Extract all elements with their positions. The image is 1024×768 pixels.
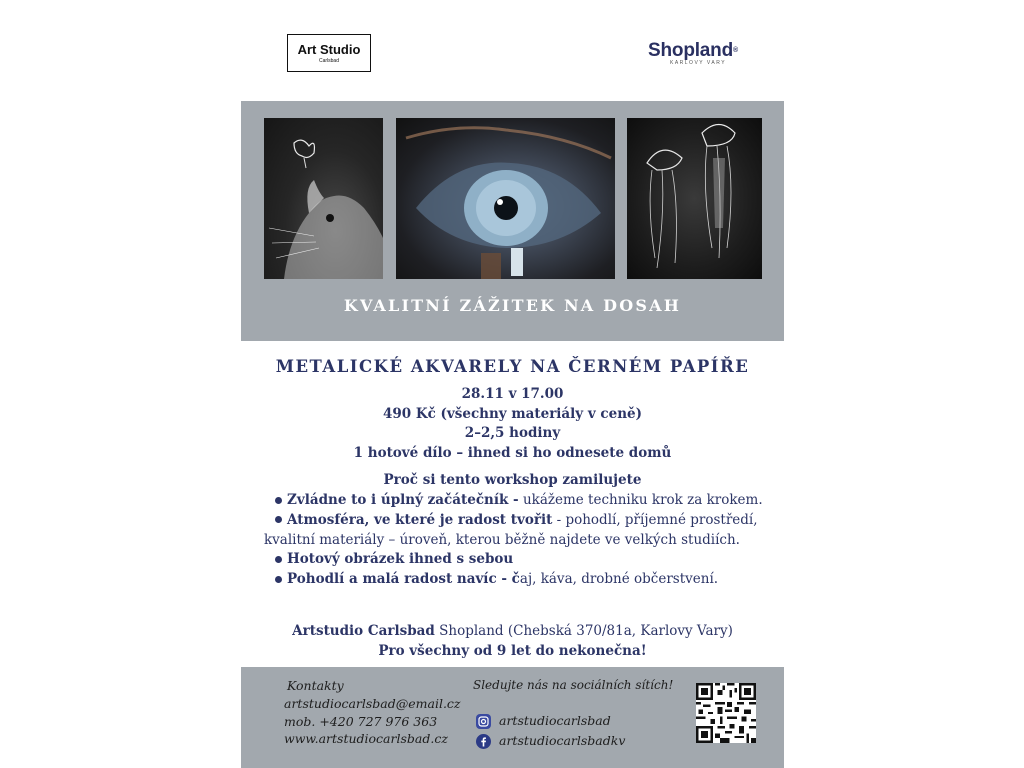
contacts-label: Kontakty [287, 678, 344, 693]
list-item: Zvládne to i úplný začátečník - ukážeme techniku krok za krokem. [264, 491, 784, 511]
event-result: 1 hotové dílo – ihned si ho odnesete domů [353, 444, 672, 461]
venue-address: Shopland (Chebská 370/81a, Karlovy Vary) [434, 623, 733, 639]
art-studio-logo-main: Art Studio [297, 42, 361, 57]
shopland-logo [640, 40, 746, 70]
jellyfish-artwork [627, 118, 762, 279]
list-item: Pohodlí a malá radost navíc - čaj, káva, drobné občerstvení. [264, 570, 784, 590]
why-title: Proč si tento workshop zamilujete [383, 472, 642, 488]
event-title: METALICKÉ AKVARELY NA ČERNÉM PAPÍŘE [275, 357, 750, 376]
event-duration: 2–2,5 hodiny [464, 425, 561, 441]
benefits-list [264, 491, 784, 590]
instagram-icon [476, 714, 491, 729]
bullet-icon [275, 516, 282, 523]
facebook-handle: artstudiocarlsbadkv [499, 733, 626, 748]
bullet-icon [275, 556, 282, 563]
list-item-continuation: kvalitní materiály – úroveň, kterou běžně najdete ve velkých studiích. [264, 531, 740, 548]
facebook-link[interactable] [476, 733, 625, 749]
instagram-handle: artstudiocarlsbad [499, 713, 611, 728]
qr-code-icon[interactable] [696, 683, 756, 743]
list-item: Atmosféra, ve které je radost tvořit - pohodlí, příjemné prostředí, [264, 511, 784, 531]
follow-text: Sledujte nás na sociálních sítích! [473, 678, 674, 692]
audience-line: Pro všechny od 9 let do nekonečna! [378, 643, 647, 659]
venue-name: Artstudio Carlsbad [292, 623, 435, 639]
bullet-icon [275, 497, 282, 504]
event-facts [241, 385, 784, 463]
contacts [284, 677, 464, 748]
venue-line [241, 621, 784, 641]
art-studio-logo-sub: Carlsbad [318, 58, 339, 64]
instagram-link[interactable] [476, 713, 611, 729]
contact-phone[interactable]: mob. +420 727 976 363 [284, 713, 438, 729]
shopland-logo-sub: KARLOVY VARY [670, 60, 727, 66]
art-studio-logo [287, 34, 371, 72]
event-date: 28.11 v 17.00 [461, 386, 564, 402]
contact-web[interactable]: www.artstudiocarlsbad.cz [284, 731, 448, 747]
facebook-icon [476, 734, 491, 749]
cat-butterfly-artwork [264, 118, 383, 279]
eye-artwork [396, 118, 615, 279]
event-price: 490 Kč (všechny materiály v ceně) [382, 405, 642, 422]
contact-email[interactable]: artstudiocarlsbad@email.cz [284, 695, 461, 711]
venue-info [241, 621, 784, 661]
list-item: Hotový obrázek ihned s sebou [264, 550, 784, 570]
bullet-icon [275, 576, 282, 583]
banner-title: KVALITNÍ ZÁŽITEK NA DOSAH [343, 296, 682, 315]
shopland-logo-main: Shopland® [648, 40, 738, 61]
